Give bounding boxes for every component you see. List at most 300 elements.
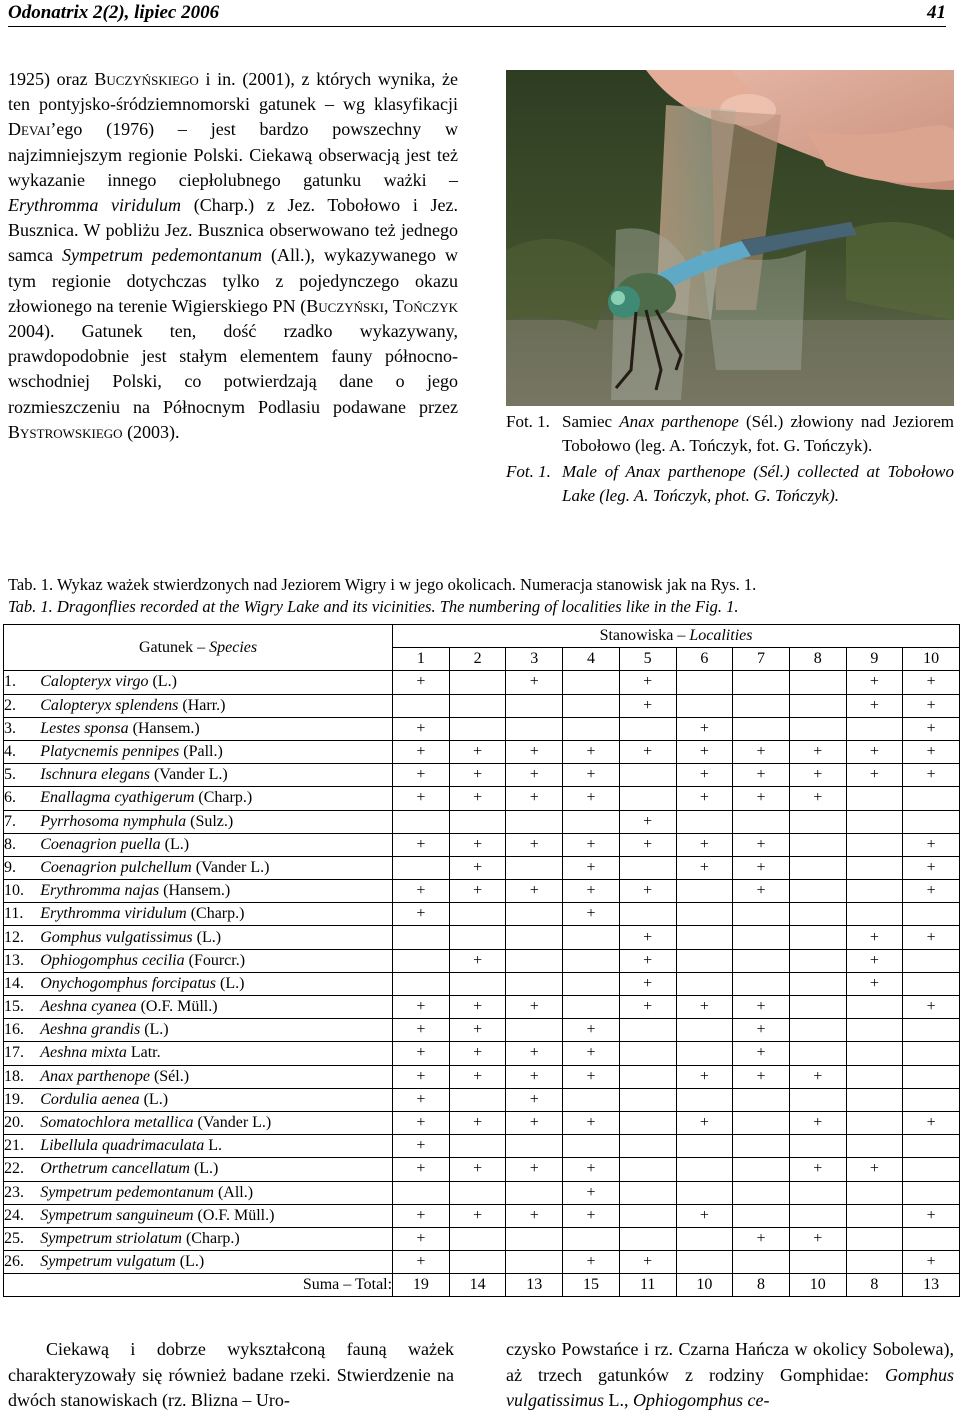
presence-cell — [449, 1135, 506, 1158]
species-name: Sympetrum vulgatum — [40, 1253, 176, 1271]
presence-cell: + — [393, 996, 450, 1019]
presence-cell: + — [903, 880, 960, 903]
presence-cell: + — [393, 880, 450, 903]
species-name: Onychogomphus forcipatus — [40, 974, 217, 992]
species-name: Cordulia aenea — [40, 1090, 140, 1108]
presence-cell — [789, 1019, 846, 1042]
row-number: 11. — [4, 903, 41, 926]
row-number: 8. — [4, 833, 41, 856]
presence-cell — [676, 694, 733, 717]
species-name: Sympetrum sanguineum — [40, 1206, 194, 1224]
presence-cell — [506, 1135, 563, 1158]
species-name: Sympetrum pedemontanum — [40, 1183, 214, 1201]
presence-cell — [563, 1227, 620, 1250]
presence-cell: + — [789, 1158, 846, 1181]
species-name: Anax parthenope — [40, 1067, 150, 1085]
presence-cell: + — [619, 694, 676, 717]
table-row — [4, 1251, 960, 1274]
presence-cell — [393, 926, 450, 949]
presence-cell — [789, 972, 846, 995]
presence-cell: + — [619, 880, 676, 903]
species-cell — [40, 996, 392, 1019]
species-name: Sympetrum pedemontanum — [62, 245, 262, 266]
species-author: (O.F. Müll.) — [136, 998, 218, 1016]
row-number: 26. — [4, 1251, 41, 1274]
species-name: Orthetrum cancellatum — [40, 1160, 190, 1178]
presence-cell: + — [563, 1065, 620, 1088]
table-row — [4, 856, 960, 879]
presence-cell — [619, 1042, 676, 1065]
presence-cell — [506, 856, 563, 879]
locality-number: 10 — [903, 648, 960, 671]
presence-cell: + — [449, 1042, 506, 1065]
table-row — [4, 1135, 960, 1158]
presence-cell — [733, 671, 790, 694]
row-number: 15. — [4, 996, 41, 1019]
presence-cell — [393, 810, 450, 833]
presence-cell — [903, 1227, 960, 1250]
species-name: Somatochlora metallica — [40, 1114, 194, 1132]
running-header — [8, 0, 946, 26]
presence-cell — [676, 1088, 733, 1111]
localities-column-header: Stanowiska – Localities — [393, 625, 960, 648]
table-row — [4, 1088, 960, 1111]
presence-cell: + — [733, 1019, 790, 1042]
presence-cell — [563, 949, 620, 972]
presence-cell — [789, 996, 846, 1019]
presence-cell — [393, 856, 450, 879]
row-number: 7. — [4, 810, 41, 833]
presence-cell — [789, 833, 846, 856]
presence-cell — [789, 694, 846, 717]
table-row — [4, 972, 960, 995]
presence-cell — [846, 1065, 903, 1088]
presence-cell: + — [676, 833, 733, 856]
presence-cell — [676, 1227, 733, 1250]
presence-cell — [676, 810, 733, 833]
presence-cell — [846, 880, 903, 903]
presence-cell — [676, 1251, 733, 1274]
presence-cell — [733, 717, 790, 740]
species-author: L. — [204, 1137, 222, 1155]
presence-cell: + — [846, 694, 903, 717]
row-number: 1. — [4, 671, 41, 694]
presence-cell — [733, 1251, 790, 1274]
presence-cell: + — [789, 764, 846, 787]
presence-cell — [733, 1111, 790, 1134]
species-cell — [40, 694, 392, 717]
presence-cell: + — [676, 996, 733, 1019]
species-name: Erythromma viridulum — [8, 195, 182, 216]
author-name: Devai — [8, 119, 51, 140]
presence-cell — [619, 903, 676, 926]
row-number: 20. — [4, 1111, 41, 1134]
presence-cell: + — [619, 996, 676, 1019]
species-name: Coenagrion pulchellum — [40, 858, 192, 876]
presence-cell — [506, 949, 563, 972]
dragonfly-photo — [506, 70, 954, 406]
presence-cell: + — [903, 764, 960, 787]
presence-cell: + — [393, 1135, 450, 1158]
caption-label: Fot. 1. — [506, 462, 551, 481]
presence-cell: + — [733, 740, 790, 763]
presence-cell: + — [789, 740, 846, 763]
presence-cell — [789, 810, 846, 833]
presence-cell: + — [789, 1065, 846, 1088]
presence-cell — [563, 926, 620, 949]
sum-value: 10 — [789, 1274, 846, 1297]
locality-number: 3 — [506, 648, 563, 671]
table-row — [4, 1111, 960, 1134]
presence-cell — [619, 1019, 676, 1042]
presence-cell — [619, 1111, 676, 1134]
figure-caption — [506, 410, 954, 507]
species-name: Lestes sponsa — [40, 719, 129, 737]
presence-cell: + — [676, 1204, 733, 1227]
species-name: Gomphus vulgatissimus — [40, 928, 193, 946]
presence-cell: + — [449, 1204, 506, 1227]
presence-cell — [846, 1251, 903, 1274]
presence-cell — [789, 1204, 846, 1227]
species-author: (L.) — [216, 974, 245, 992]
table-row — [4, 1227, 960, 1250]
species-author: (Hansem.) — [159, 882, 231, 900]
presence-cell: + — [506, 740, 563, 763]
page-number: 41 — [927, 2, 946, 23]
table-row — [4, 717, 960, 740]
table-row — [4, 1204, 960, 1227]
caption-text-pl: Samiec Anax parthenope (Sél.) złowiony nad Jeziorem Tobołowo (leg. A. Tończyk, fot. G. Tończyk). — [562, 412, 954, 455]
presence-cell — [449, 903, 506, 926]
presence-cell: + — [563, 1042, 620, 1065]
presence-cell — [676, 880, 733, 903]
row-number: 5. — [4, 764, 41, 787]
presence-cell: + — [676, 740, 733, 763]
presence-cell — [619, 1181, 676, 1204]
species-table — [3, 624, 960, 1297]
row-number: 4. — [4, 740, 41, 763]
locality-number: 5 — [619, 648, 676, 671]
presence-cell: + — [903, 1251, 960, 1274]
sum-value: 13 — [506, 1274, 563, 1297]
presence-cell: + — [449, 1065, 506, 1088]
presence-cell — [676, 903, 733, 926]
paragraph: 1925) oraz Buczyńskiego i in. (2001), z których wynika, że ten pontyjsko-śródziemnomorski gatunek – wg klasyfikacji Devai’ego (1976) – jest bardzo powszechny w najzimniejszym regionie Polski. Ciekawą obserwacją jest też wykazanie innego ciepłolubnego gatunku ważki – Erythromma viridulum (Charp.) z Jez. Tobołowo i Jez. Busznica. W pobliżu Jez. Busznica obserwowano też jednego samca Sympetrum pedemontanum (All.), wykazywanego w tym regionie dotychczas tylko z pojedynczego okazu złowionego na terenie Wigierskiego PN (Buczyński, Tończyk 2004). Gatunek ten, dość rzadko wykazywany, prawdopodobnie jest stałym elementem fauny północno-wschodniej Polski, co potwierdzają dane o jego rozmieszczeniu na Północnym Podlasiu podawane przez Bystrowskiego (2003). — [8, 69, 459, 442]
presence-cell: + — [563, 787, 620, 810]
presence-cell — [619, 856, 676, 879]
presence-cell: + — [903, 740, 960, 763]
presence-cell: + — [393, 1251, 450, 1274]
locality-number: 6 — [676, 648, 733, 671]
presence-cell — [449, 1251, 506, 1274]
species-author: (Charp.) — [181, 1229, 240, 1247]
sum-label: Suma – Total: — [4, 1274, 393, 1297]
presence-cell: + — [846, 740, 903, 763]
presence-cell — [789, 1135, 846, 1158]
locality-number: 8 — [789, 648, 846, 671]
presence-cell — [449, 972, 506, 995]
presence-cell: + — [393, 671, 450, 694]
presence-cell — [676, 1019, 733, 1042]
presence-cell — [733, 1204, 790, 1227]
sum-value: 13 — [903, 1274, 960, 1297]
presence-cell: + — [393, 833, 450, 856]
presence-cell — [846, 833, 903, 856]
species-name: Ophiogomphus cecilia — [40, 951, 185, 969]
presence-cell — [789, 1088, 846, 1111]
presence-cell — [563, 810, 620, 833]
presence-cell: + — [903, 694, 960, 717]
species-author: (Fourcr.) — [184, 951, 246, 969]
locality-number: 9 — [846, 648, 903, 671]
species-name: Enallagma cyathigerum — [40, 789, 195, 807]
species-author: (Sulz.) — [186, 812, 234, 830]
row-number: 18. — [4, 1065, 41, 1088]
presence-cell — [903, 1019, 960, 1042]
presence-cell — [619, 1135, 676, 1158]
presence-cell — [903, 787, 960, 810]
sum-value: 8 — [846, 1274, 903, 1297]
presence-cell — [846, 1135, 903, 1158]
caption-polish — [506, 410, 954, 457]
presence-cell — [789, 949, 846, 972]
presence-cell: + — [506, 671, 563, 694]
species-cell — [40, 1181, 392, 1204]
presence-cell: + — [733, 856, 790, 879]
species-name: Erythromma viridulum — [40, 905, 187, 923]
presence-cell: + — [846, 926, 903, 949]
presence-cell — [676, 1042, 733, 1065]
presence-cell — [733, 694, 790, 717]
species-author: (Hansem.) — [128, 719, 200, 737]
presence-cell — [846, 1181, 903, 1204]
table-row — [4, 833, 960, 856]
presence-cell — [506, 1181, 563, 1204]
presence-cell: + — [449, 856, 506, 879]
presence-cell — [846, 787, 903, 810]
presence-cell: + — [393, 1065, 450, 1088]
presence-cell — [563, 1135, 620, 1158]
presence-cell — [789, 1251, 846, 1274]
species-author: (L.) — [139, 1090, 169, 1108]
presence-cell: + — [846, 949, 903, 972]
presence-cell: + — [393, 1227, 450, 1250]
presence-cell: + — [393, 1042, 450, 1065]
table-row — [4, 996, 960, 1019]
presence-cell — [563, 1088, 620, 1111]
body-text-bottom-right: czysko Powstańce i rz. Czarna Hańcza w okolicy Sobolewa), aż trzech gatunków z rodziny Gomphidae: Gomphus vulgatissimus L., Ophiogomphus ce- — [506, 1339, 954, 1410]
caption-label: Fot. 1. — [506, 412, 550, 431]
locality-number: 7 — [733, 648, 790, 671]
species-name: Aeshna mixta — [40, 1044, 127, 1062]
species-author: (L.) — [189, 1160, 219, 1178]
presence-cell: + — [676, 764, 733, 787]
presence-cell — [619, 1204, 676, 1227]
presence-cell — [846, 1042, 903, 1065]
presence-cell — [733, 1158, 790, 1181]
presence-cell: + — [619, 740, 676, 763]
row-number: 3. — [4, 717, 41, 740]
presence-cell — [449, 1227, 506, 1250]
presence-cell — [846, 810, 903, 833]
species-name: Calopteryx splendens — [40, 696, 179, 714]
species-author: (Vander L.) — [149, 766, 228, 784]
table-row — [4, 810, 960, 833]
presence-cell — [563, 694, 620, 717]
presence-cell — [903, 972, 960, 995]
table-header-row — [4, 625, 960, 648]
presence-cell — [846, 1204, 903, 1227]
presence-cell: + — [393, 717, 450, 740]
table-row — [4, 694, 960, 717]
presence-cell — [733, 1088, 790, 1111]
presence-cell — [393, 949, 450, 972]
table-row — [4, 740, 960, 763]
presence-cell — [449, 926, 506, 949]
sum-value: 19 — [393, 1274, 450, 1297]
presence-cell — [789, 717, 846, 740]
presence-cell: + — [393, 764, 450, 787]
presence-cell: + — [676, 1065, 733, 1088]
presence-cell — [506, 926, 563, 949]
presence-cell — [676, 926, 733, 949]
presence-cell — [903, 1065, 960, 1088]
presence-cell: + — [846, 671, 903, 694]
presence-cell: + — [506, 996, 563, 1019]
presence-cell — [676, 949, 733, 972]
table-caption — [8, 574, 954, 618]
table-row — [4, 926, 960, 949]
species-cell — [40, 740, 392, 763]
species-cell — [40, 1111, 392, 1134]
presence-cell — [506, 717, 563, 740]
presence-cell: + — [676, 717, 733, 740]
species-name: Libellula quadrimaculata — [40, 1137, 205, 1155]
presence-cell: + — [789, 1111, 846, 1134]
species-cell — [40, 1135, 392, 1158]
presence-cell — [846, 717, 903, 740]
species-author: (Sél.) — [149, 1067, 190, 1085]
row-number: 23. — [4, 1181, 41, 1204]
presence-cell — [676, 1181, 733, 1204]
species-cell — [40, 1088, 392, 1111]
presence-cell: + — [733, 764, 790, 787]
presence-cell: + — [676, 787, 733, 810]
species-cell — [40, 787, 392, 810]
presence-cell: + — [506, 1088, 563, 1111]
presence-cell — [449, 1088, 506, 1111]
presence-cell: + — [393, 740, 450, 763]
presence-cell: + — [449, 880, 506, 903]
species-author: (O.F. Müll.) — [193, 1206, 275, 1224]
species-cell — [40, 671, 392, 694]
presence-cell: + — [506, 1042, 563, 1065]
species-author: (All.) — [213, 1183, 254, 1201]
presence-cell — [563, 671, 620, 694]
presence-cell — [846, 1088, 903, 1111]
row-number: 10. — [4, 880, 41, 903]
presence-cell — [676, 1135, 733, 1158]
table-row — [4, 903, 960, 926]
species-author: (L.) — [192, 928, 222, 946]
presence-cell: + — [393, 1158, 450, 1181]
species-cell — [40, 926, 392, 949]
body-text-left — [8, 67, 458, 445]
presence-cell: + — [449, 787, 506, 810]
presence-cell — [733, 949, 790, 972]
presence-cell — [789, 671, 846, 694]
presence-cell — [619, 787, 676, 810]
presence-cell: + — [563, 833, 620, 856]
locality-number: 1 — [393, 648, 450, 671]
header-rule — [8, 26, 946, 27]
presence-cell: + — [789, 1227, 846, 1250]
presence-cell: + — [506, 787, 563, 810]
sum-value: 8 — [733, 1274, 790, 1297]
presence-cell: + — [619, 972, 676, 995]
species-author: (Vander L.) — [191, 858, 270, 876]
presence-cell: + — [846, 972, 903, 995]
presence-cell — [506, 1019, 563, 1042]
presence-cell: + — [903, 996, 960, 1019]
presence-cell — [733, 972, 790, 995]
presence-cell: + — [903, 671, 960, 694]
presence-cell — [506, 694, 563, 717]
presence-cell: + — [393, 787, 450, 810]
presence-cell: + — [506, 1158, 563, 1181]
presence-cell — [903, 1181, 960, 1204]
species-column-header: Gatunek – Species — [4, 625, 393, 671]
presence-cell — [846, 1111, 903, 1134]
table-row — [4, 671, 960, 694]
journal-title: Odonatrix 2(2), lipiec 2006 — [8, 2, 220, 23]
presence-cell — [846, 1227, 903, 1250]
presence-cell — [903, 810, 960, 833]
presence-cell: + — [733, 1065, 790, 1088]
presence-cell — [789, 1181, 846, 1204]
species-cell — [40, 1227, 392, 1250]
caption-english — [506, 460, 954, 507]
presence-cell — [619, 1227, 676, 1250]
presence-cell: + — [619, 926, 676, 949]
presence-cell: + — [733, 1042, 790, 1065]
presence-cell — [733, 903, 790, 926]
presence-cell — [619, 1088, 676, 1111]
species-cell — [40, 972, 392, 995]
row-number: 22. — [4, 1158, 41, 1181]
species-name: Ischnura elegans — [40, 766, 150, 784]
table-row — [4, 787, 960, 810]
presence-cell — [506, 810, 563, 833]
presence-cell: + — [563, 1251, 620, 1274]
species-name: Gomphus vulgatissimus — [506, 1364, 954, 1410]
presence-cell — [733, 1181, 790, 1204]
presence-cell: + — [393, 1019, 450, 1042]
presence-cell — [449, 694, 506, 717]
presence-cell — [733, 926, 790, 949]
presence-cell — [733, 810, 790, 833]
species-cell — [40, 1042, 392, 1065]
species-cell — [40, 833, 392, 856]
presence-cell — [789, 903, 846, 926]
species-name: Platycnemis pennipes — [40, 743, 180, 761]
table-row — [4, 1065, 960, 1088]
presence-cell: + — [393, 903, 450, 926]
row-number: 25. — [4, 1227, 41, 1250]
row-number: 14. — [4, 972, 41, 995]
presence-cell — [506, 1227, 563, 1250]
sum-value: 15 — [563, 1274, 620, 1297]
